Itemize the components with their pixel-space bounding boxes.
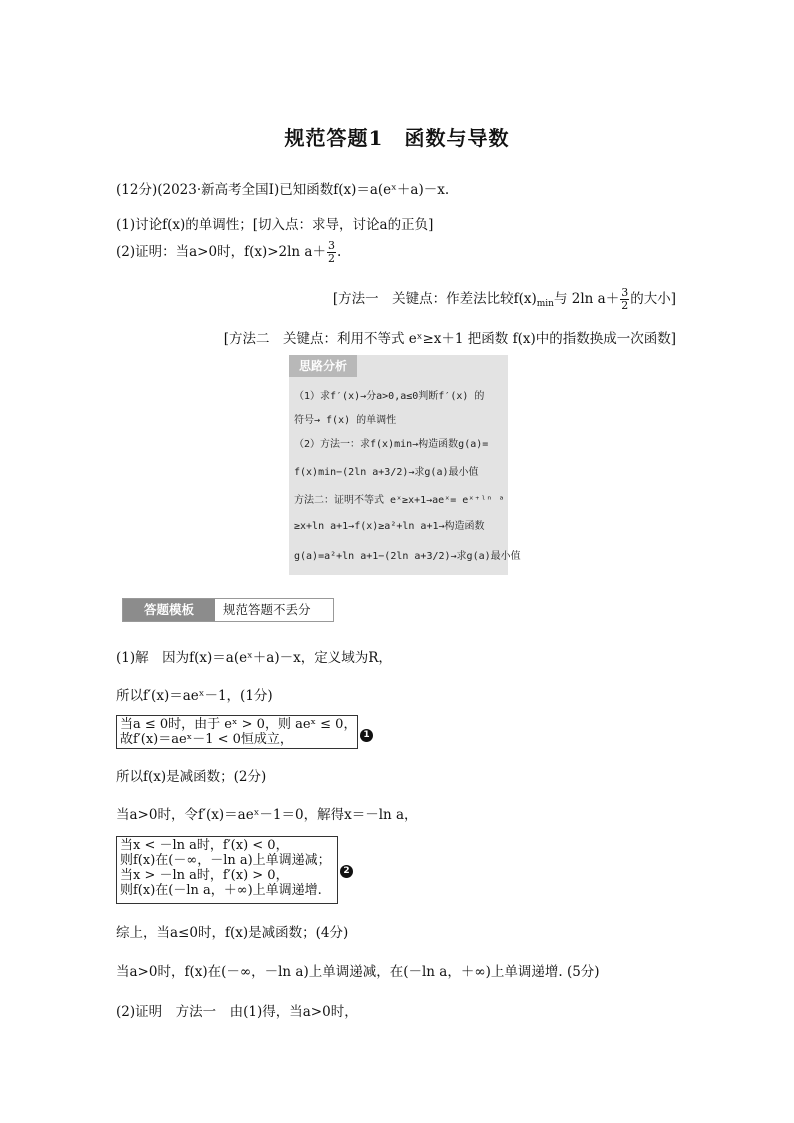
- analysis-header: 思路分析: [289, 355, 357, 377]
- solution-line-4: 当a>0时，令f′(x)＝aeˣ－1＝0，解得x＝－ln a，: [116, 807, 418, 823]
- solution-line-2: 所以f′(x)＝aeˣ－1，(1分): [116, 688, 273, 704]
- solution-line-1: (1)解 因为f(x)＝a(eˣ＋a)－x，定义域为R，: [116, 650, 392, 666]
- solution-line-5: 综上，当a≤0时，f(x)是减函数；(4分): [116, 925, 349, 941]
- template-label: 答题模板: [123, 599, 215, 621]
- method1-hint: [方法一 关键点：作差法比较$f(x)_{min}$与 2ln a＋ $\frac{3}{2}$ 的大小]: [332, 286, 676, 312]
- analysis-line: 方法二：证明不等式 eˣ≥x+1→aeˣ= eˣ⁺ˡⁿ ᵃ: [294, 495, 505, 506]
- analysis-line: f(x)min−(2ln a+3/2)→求g(a)最小值: [294, 467, 479, 478]
- analysis-line: 符号→ f(x) 的单调性: [294, 415, 397, 426]
- solution-line-7: (2)证明 方法一 由(1)得，当a>0时，: [116, 1004, 358, 1020]
- key-step-box-2: [116, 836, 338, 904]
- analysis-line: （2）方法一：求f(x)min→构造函数g(a)=: [294, 439, 489, 450]
- problem-intro: (12分)(2023·新高考全国Ⅰ)已知函数f(x)＝a(eˣ＋a)－x.: [116, 182, 450, 198]
- analysis-panel: [289, 355, 521, 575]
- box2-line: 当x > －ln a时，f′(x) > 0，: [120, 868, 289, 883]
- problem-part1: (1)讨论f(x)的单调性；[切入点：求导，讨论a的正负]: [116, 217, 434, 233]
- solution-line-3: 所以f(x)是减函数；(2分): [116, 769, 267, 785]
- analysis-line: ≥x+ln a+1→f(x)≥a²+ln a+1→构造函数: [294, 521, 485, 532]
- step-marker-1: 1: [360, 729, 373, 742]
- box2-line: 当x < －ln a时，f′(x) < 0，: [120, 838, 289, 853]
- problem-part2: (2)证明：当a>0时，f(x)>2ln a＋ $\frac{3}{2}$ .: [116, 239, 342, 265]
- box2-line: 则f(x)在(－∞，－ln a)上单调递减；: [120, 853, 331, 868]
- box1-line: 当a ≤ 0时，由于 eˣ > 0，则 aeˣ ≤ 0，: [120, 717, 357, 732]
- template-banner: [122, 598, 334, 622]
- part2-text: (2)证明：当a>0时，f(x)>2ln a＋: [116, 244, 326, 260]
- box2-line: 则f(x)在(－ln a，＋∞)上单调递增.: [120, 883, 322, 898]
- analysis-line: g(a)=a²+ln a+1−(2ln a+3/2)→求g(a)最小值: [294, 551, 521, 562]
- box1-line: 故f′(x)＝aeˣ－1 < 0恒成立，: [120, 732, 293, 747]
- fraction-three-halves: $\frac{3}{2}$: [327, 239, 335, 265]
- page-title: 规范答题1 函数与导数: [284, 126, 510, 150]
- template-subtitle: 规范答题不丢分: [223, 602, 311, 617]
- method2-hint: [方法二 关键点：利用不等式 eˣ≥x＋1 把函数 f(x)中的指数换成一次函数]: [223, 331, 676, 347]
- analysis-line: （1）求f′(x)→分a>0,a≤0判断f′(x) 的: [294, 391, 485, 402]
- key-step-box-1: [116, 715, 358, 749]
- step-marker-2: 2: [340, 865, 353, 878]
- solution-line-6: 当a>0时，f(x)在(－∞，－ln a)上单调递减，在(－ln a，＋∞)上单调递增. (5分): [116, 964, 600, 980]
